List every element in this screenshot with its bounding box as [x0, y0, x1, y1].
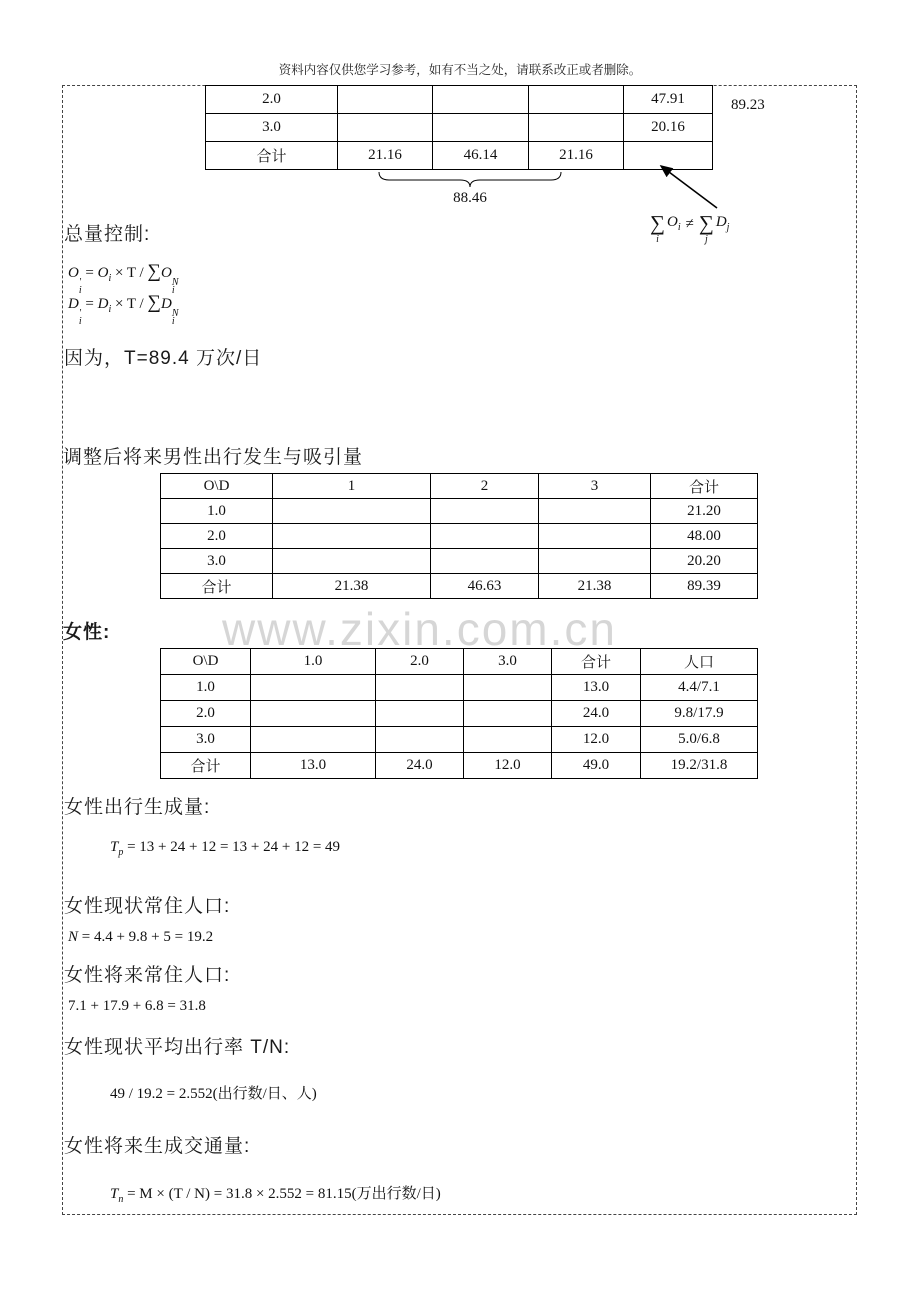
formula-tp: $T_p = 13 + 24 + 12 = 13 + 24 + 12 = 49$: [110, 839, 341, 858]
because-statement: 因为，T=89.4 万次/日: [64, 348, 263, 369]
table-row: [161, 549, 758, 574]
heading-female-trip-rate: 女性现状平均出行率 T/N:: [64, 1037, 291, 1058]
cell: 47.91: [624, 86, 713, 114]
cell: [433, 114, 529, 142]
heading-female-future-traffic: 女性将来生成交通量:: [64, 1136, 251, 1157]
table-row: [161, 499, 758, 524]
cell: [464, 675, 552, 701]
cell: 46.14: [433, 142, 529, 170]
cell: 89.39: [651, 574, 758, 599]
cell: 9.8/17.9: [641, 701, 758, 727]
row-label: 2.0: [206, 86, 338, 114]
table-row: [161, 701, 758, 727]
col-header: 2.0: [376, 649, 464, 675]
top-summary-table: [205, 85, 713, 170]
table-header-row: [161, 474, 758, 499]
table-row: [206, 114, 713, 142]
row-label: 1.0: [161, 499, 273, 524]
table-row: [161, 574, 758, 599]
cell: 19.2/31.8: [641, 753, 758, 779]
formula-tn: $T_n = M \times (T / N) = 31.8 \times 2.552 = 81.15$(万出行数/日): [110, 1186, 441, 1205]
brace-sum-value: 88.46: [453, 190, 487, 206]
heading-female-generation: 女性出行生成量:: [64, 797, 211, 818]
row-label: 3.0: [206, 114, 338, 142]
cell: [529, 114, 624, 142]
sum-destination: ∑ j: [698, 211, 714, 245]
cell: 12.0: [464, 753, 552, 779]
table-row: [206, 142, 713, 170]
col-header: O\D: [161, 474, 273, 499]
row-label: 3.0: [161, 727, 251, 753]
formula-future-pop: 7.1 + 17.9 + 6.8 = 31.8: [68, 998, 206, 1014]
cell: [433, 86, 529, 114]
table-row: [161, 524, 758, 549]
cell: [251, 701, 376, 727]
formula-current-pop: N = 4.4 + 9.8 + 5 = 19.2: [68, 929, 214, 945]
cell: 20.20: [651, 549, 758, 574]
col-header: 3: [539, 474, 651, 499]
heading-female: 女性:: [63, 622, 111, 643]
cell: [431, 524, 539, 549]
cell: [338, 114, 433, 142]
row-label: 合计: [161, 753, 251, 779]
cell: 5.0/6.8: [641, 727, 758, 753]
origin-term: $O_i$: [666, 214, 681, 234]
cell: 4.4/7.1: [641, 675, 758, 701]
cell: 21.16: [338, 142, 433, 170]
sigma-icon: ∑: [147, 292, 162, 313]
cell: [273, 499, 431, 524]
formula-d-adjust: D ' i = $D_i \times T / \sum D$ N i: [68, 292, 179, 327]
row-label: 3.0: [161, 549, 273, 574]
cell: 21.16: [529, 142, 624, 170]
cell: 13.0: [552, 675, 641, 701]
sum-origin: ∑ i: [650, 211, 665, 245]
flow-conservation-inequality: [650, 213, 729, 245]
cell: [529, 86, 624, 114]
table-row: [161, 675, 758, 701]
sigma-icon: ∑: [698, 211, 714, 235]
table-row: [161, 727, 758, 753]
cell: 49.0: [552, 753, 641, 779]
row-label: 合计: [206, 142, 338, 170]
cell: [539, 549, 651, 574]
heading-female-future-pop: 女性将来常住人口:: [64, 965, 231, 986]
row-label: 1.0: [161, 675, 251, 701]
not-equal-sign: ≠: [685, 216, 694, 232]
cell: 48.00: [651, 524, 758, 549]
cell: [376, 675, 464, 701]
cell: [464, 701, 552, 727]
cell: 20.16: [624, 114, 713, 142]
col-header: 合计: [651, 474, 758, 499]
heading-female-current-pop: 女性现状常住人口:: [64, 896, 231, 917]
sigma-icon: ∑: [650, 211, 665, 235]
cell: 24.0: [376, 753, 464, 779]
watermark: www.zixin.com.cn: [222, 603, 617, 655]
cell: [431, 499, 539, 524]
cell: [539, 499, 651, 524]
table-row: [161, 753, 758, 779]
col-header: 1.0: [251, 649, 376, 675]
cell: [624, 142, 713, 170]
female-od-table: [160, 648, 758, 779]
col-header: 合计: [552, 649, 641, 675]
cell: [338, 86, 433, 114]
header-notice: 资料内容仅供您学习参考，如有不当之处，请联系改正或者删除。: [278, 63, 642, 77]
cell: 12.0: [552, 727, 641, 753]
cell: 13.0: [251, 753, 376, 779]
cell: [273, 524, 431, 549]
outside-total-value: 89.23: [731, 97, 765, 113]
heading-male-adjusted: 调整后将来男性出行发生与吸引量: [63, 447, 364, 468]
cell: [251, 675, 376, 701]
table-header-row: [161, 649, 758, 675]
cell: 21.38: [539, 574, 651, 599]
cell: [376, 727, 464, 753]
formula-trip-rate: 49 / 19.2 = 2.552(出行数/日、人): [110, 1086, 317, 1102]
cell: 24.0: [552, 701, 641, 727]
male-od-table: [160, 473, 758, 599]
col-header: O\D: [161, 649, 251, 675]
col-header: 3.0: [464, 649, 552, 675]
table-row: [206, 86, 713, 114]
cell: [251, 727, 376, 753]
row-label: 合计: [161, 574, 273, 599]
col-header: 人口: [641, 649, 758, 675]
cell: [376, 701, 464, 727]
cell: 21.38: [273, 574, 431, 599]
cell: 46.63: [431, 574, 539, 599]
row-label: 2.0: [161, 524, 273, 549]
col-header: 2: [431, 474, 539, 499]
cell: [431, 549, 539, 574]
cell: 21.20: [651, 499, 758, 524]
sigma-icon: ∑: [147, 261, 162, 282]
cell: [539, 524, 651, 549]
formula-o-adjust: O ' i = $O_i \times T / \sum O$ N i: [68, 261, 179, 296]
cell: [464, 727, 552, 753]
destination-term: $D_j$: [715, 214, 730, 234]
row-label: 2.0: [161, 701, 251, 727]
underbrace: [378, 171, 562, 189]
heading-total-control: 总量控制:: [64, 224, 151, 245]
col-header: 1: [273, 474, 431, 499]
cell: [273, 549, 431, 574]
